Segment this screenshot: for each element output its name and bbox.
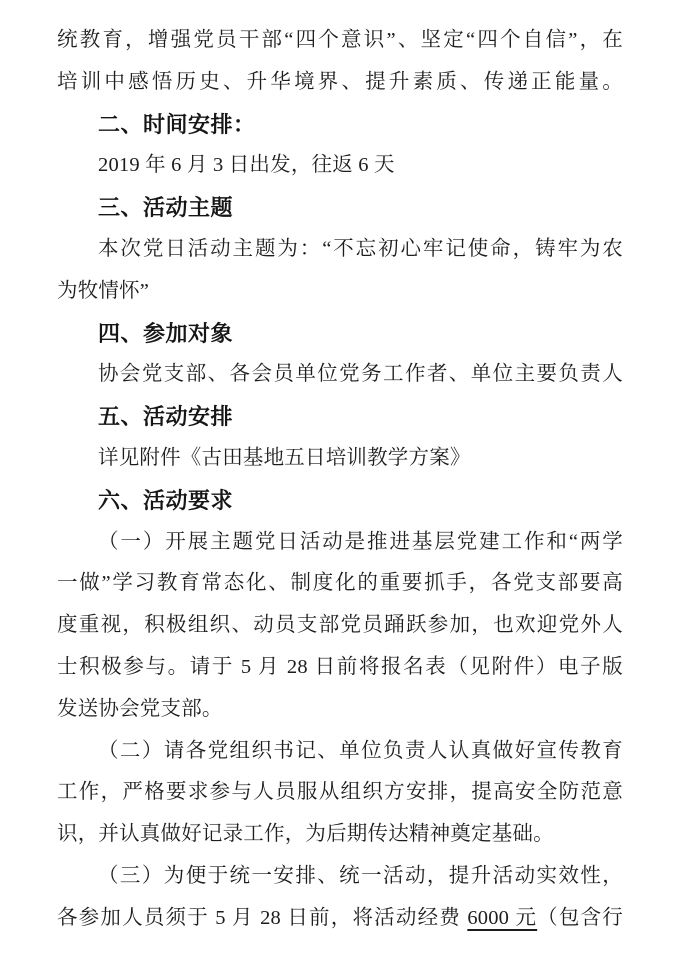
fee-text-post: （包含行 <box>537 906 623 929</box>
doc-line-theme: 本次党日活动主题为：“不忘初心牢记使命，铸牢为农 <box>98 237 623 260</box>
doc-line-requirement-3: （三）为便于统一安排、统一活动，提升活动实效性， <box>98 864 623 887</box>
doc-line: 识，并认真做好记录工作，为后期传达精神奠定基础。 <box>57 823 554 846</box>
doc-line-participants: 协会党支部、各会员单位党务工作者、单位主要负责人 <box>98 363 623 386</box>
doc-line-theme-continued: 为牧情怀” <box>57 279 150 302</box>
heading-activity-plan: 五、活动安排 <box>98 404 234 430</box>
doc-line-activity-fee <box>57 898 623 940</box>
doc-line: 工作，严格要求参与人员服从组织方安排，提高安全防范意 <box>57 781 623 804</box>
heading-participants: 四、参加对象 <box>98 320 234 346</box>
doc-line: 士积极参与。请于 5 月 28 日前将报名表（见附件）电子版 <box>57 655 623 678</box>
doc-line-departure-date: 2019 年 6 月 3 日出发，往返 6 天 <box>98 154 395 177</box>
document-text-block <box>57 20 623 940</box>
doc-line: 度重视，积极组织、动员支部党员踊跃参加，也欢迎党外人 <box>57 614 623 637</box>
doc-line: 培训中感悟历史、升华境界、提升素质、传递正能量。 <box>57 70 623 93</box>
doc-line-requirement-2: （二）请各党组织书记、单位负责人认真做好宣传教育 <box>98 739 623 762</box>
doc-line: 发送协会党支部。 <box>57 697 223 720</box>
doc-line-requirement-1: （一）开展主题党日活动是推进基层党建工作和“两学 <box>98 530 623 553</box>
fee-amount-underlined: 6000 元 <box>467 906 538 929</box>
doc-line-attachment-reference: 详见附件《古田基地五日培训教学方案》 <box>98 446 471 469</box>
doc-line: 一做”学习教育常态化、制度化的重要抓手，各党支部要高 <box>57 572 623 595</box>
heading-activity-theme: 三、活动主题 <box>98 195 234 221</box>
fee-text-pre: 各参加人员须于 5 月 28 日前，将活动经费 <box>57 906 468 929</box>
heading-time-schedule: 二、时间安排： <box>98 111 256 137</box>
doc-line: 统教育，增强党员干部“四个意识”、坚定“四个自信”，在 <box>57 29 623 51</box>
heading-activity-requirements: 六、活动要求 <box>98 487 234 513</box>
